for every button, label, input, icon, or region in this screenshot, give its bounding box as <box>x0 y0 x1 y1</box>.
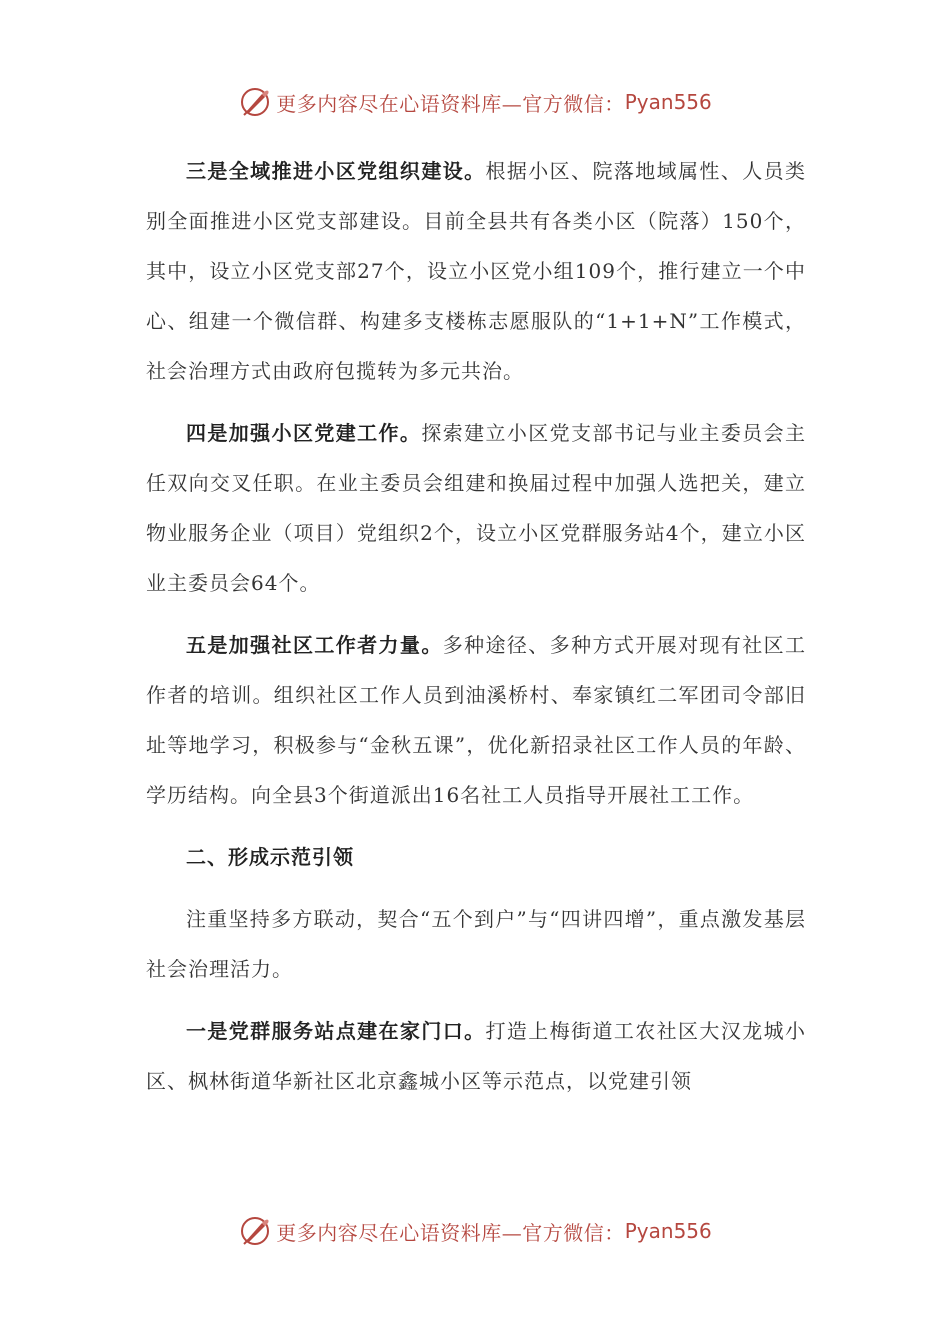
paragraph-body: 根据小区、院落地域属性、人员类别全面推进小区党支部建设。目前全县共有各类小区（院落）150个，其中，设立小区党支部27个，设立小区党小组109个，推行建立一个中心、组建一个微信群、构建多支楼栋志愿服队的“1+1+N”工作模式，社会治理方式由政府包揽转为多元共治。 <box>146 159 806 383</box>
watermark-text: 更多内容尽在心语资料库—官方微信： <box>276 1220 625 1245</box>
paragraph-lead: 一是党群服务站点建在家门口。 <box>186 1019 486 1043</box>
paragraph <box>146 620 806 820</box>
paragraph-body: 多种途径、多种方式开展对现有社区工作者的培训。组织社区工作人员到油溪桥村、奉家镇红二军团司令部旧址等地学习，积极参与“金秋五课”，优化新招录社区工作人员的年龄、学历结构。向全县3个街道派出16名社工人员指导开展社工工作。 <box>146 633 807 807</box>
paragraph <box>146 1006 806 1106</box>
paragraph <box>146 408 806 608</box>
paragraph-body: 打造上梅街道工农社区大汉龙城小区、枫林街道华新社区北京鑫城小区等示范点，以党建引领 <box>146 1019 806 1093</box>
paragraph-lead: 五是加强社区工作者力量。 <box>186 633 443 657</box>
paragraph-lead: 三是全域推进小区党组织建设。 <box>186 159 486 183</box>
quill-pen-logo-icon <box>238 85 272 119</box>
header-watermark-banner <box>0 82 950 122</box>
paragraph-body: 探索建立小区党支部书记与业主委员会主任双向交叉任职。在业主委员会组建和换届过程中加强人选把关，建立物业服务企业（项目）党组织2个，设立小区党群服务站4个，建立小区业主委员会64个。 <box>146 421 807 595</box>
watermark-text: 更多内容尽在心语资料库—官方微信： <box>276 91 625 116</box>
footer-watermark-banner <box>0 1211 950 1251</box>
section-heading: 二、形成示范引领 <box>186 845 354 869</box>
paragraph <box>146 146 806 396</box>
wechat-id: Pyan556 <box>624 1219 712 1243</box>
document-body <box>146 146 806 1118</box>
section-intro: 注重坚持多方联动，契合“五个到户”与“四讲四增”，重点激发基层社会治理活力。 <box>146 907 806 981</box>
quill-pen-logo-icon <box>238 1214 272 1248</box>
paragraph-lead: 四是加强小区党建工作。 <box>186 421 422 445</box>
wechat-id: Pyan556 <box>624 90 712 114</box>
